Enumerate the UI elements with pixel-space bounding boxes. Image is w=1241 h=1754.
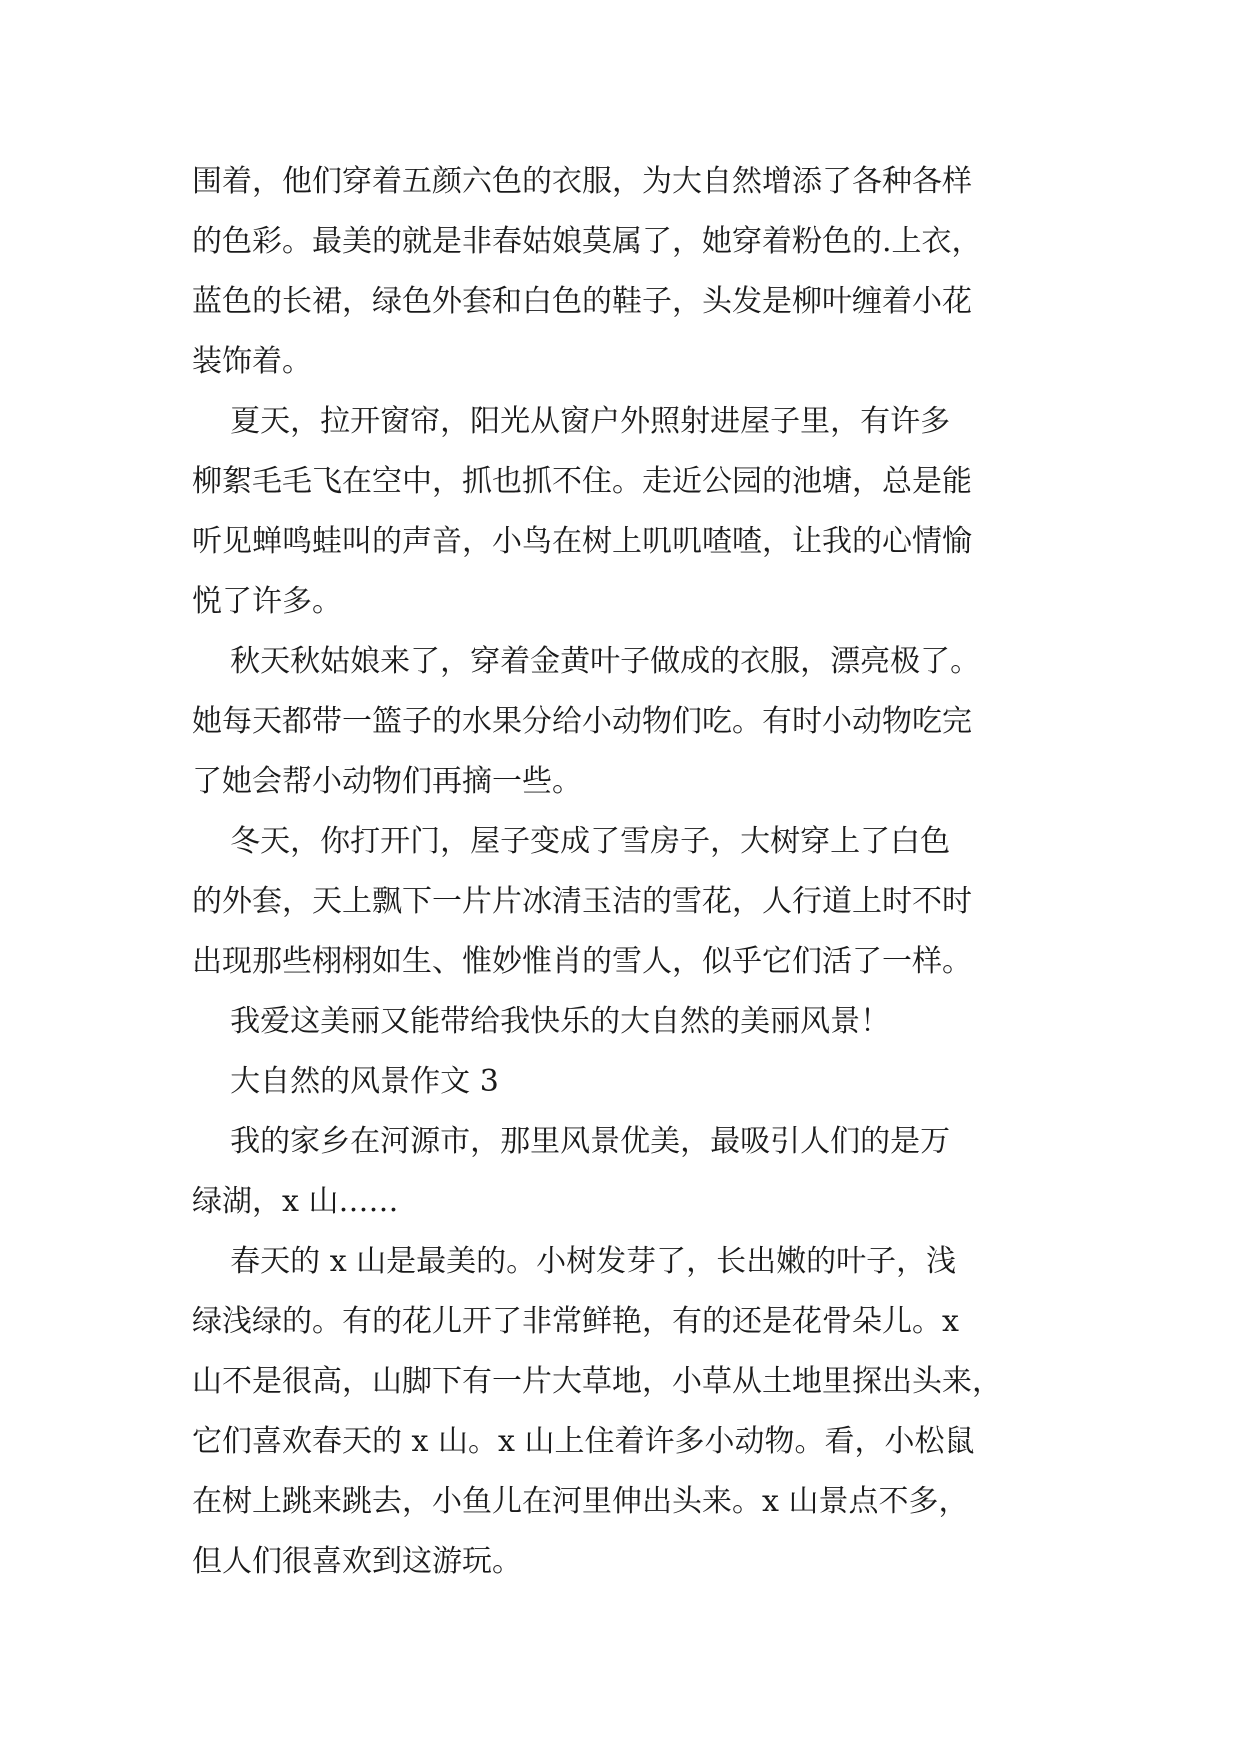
paragraph-hometown-intro: 我的家乡在河源市，那里风景优美，最吸引人们的是万 绿湖，x 山…… [192,1124,951,1219]
paragraph-spring-continued: 围着，他们穿着五颜六色的衣服，为大自然增添了各种各样 的色彩。最美的就是非春姑娘莫属了，她穿着粉色的.上衣， 蓝色的长裙，绿色外套和白色的鞋子，头发是柳叶缠着小花 装饰着。 [192,164,982,379]
paragraph-mountain-spring: 春天的 x 山是最美的。小树发芽了，长出嫩的叶子，浅 绿浅绿的。有的花儿开了非常鲜艳，有的还是花骨朵儿。x 山不是很高，山脚下有一片大草地，小草从土地里探出头来， 它们喜欢春天的 x 山。x 山上住着许多小动物。看，小松鼠 在树上跳来跳去，小鱼儿在河里伸出头来。x 山景点不多， 但人们很喜欢到这游玩。 [192,1244,1002,1579]
paragraph-summer: 夏天，拉开窗帘，阳光从窗户外照射进屋子里，有许多 柳絮毛毛飞在空中，抓也抓不住。走近公园的池塘，总是能 听见蝉鸣蛙叫的声音，小鸟在树上叽叽喳喳，让我的心情愉 悦了许多。 [192,404,972,619]
essay-heading: 大自然的风景作文 3 [192,1064,499,1099]
paragraph-conclusion: 我爱这美丽又能带给我快乐的大自然的美丽风景！ [192,1004,891,1039]
document-body [192,152,1072,1592]
paragraph-autumn: 秋天秋姑娘来了，穿着金黄叶子做成的衣服，漂亮极了。 她每天都带一篮子的水果分给小动物们吃。有时小动物吃完 了她会帮小动物们再摘一些。 [192,644,981,799]
paragraph-winter: 冬天，你打开门，屋子变成了雪房子，大树穿上了白色 的外套，天上飘下一片片冰清玉洁的雪花，人行道上时不时 出现那些栩栩如生、惟妙惟肖的雪人，似乎它们活了一样。 [192,824,972,979]
